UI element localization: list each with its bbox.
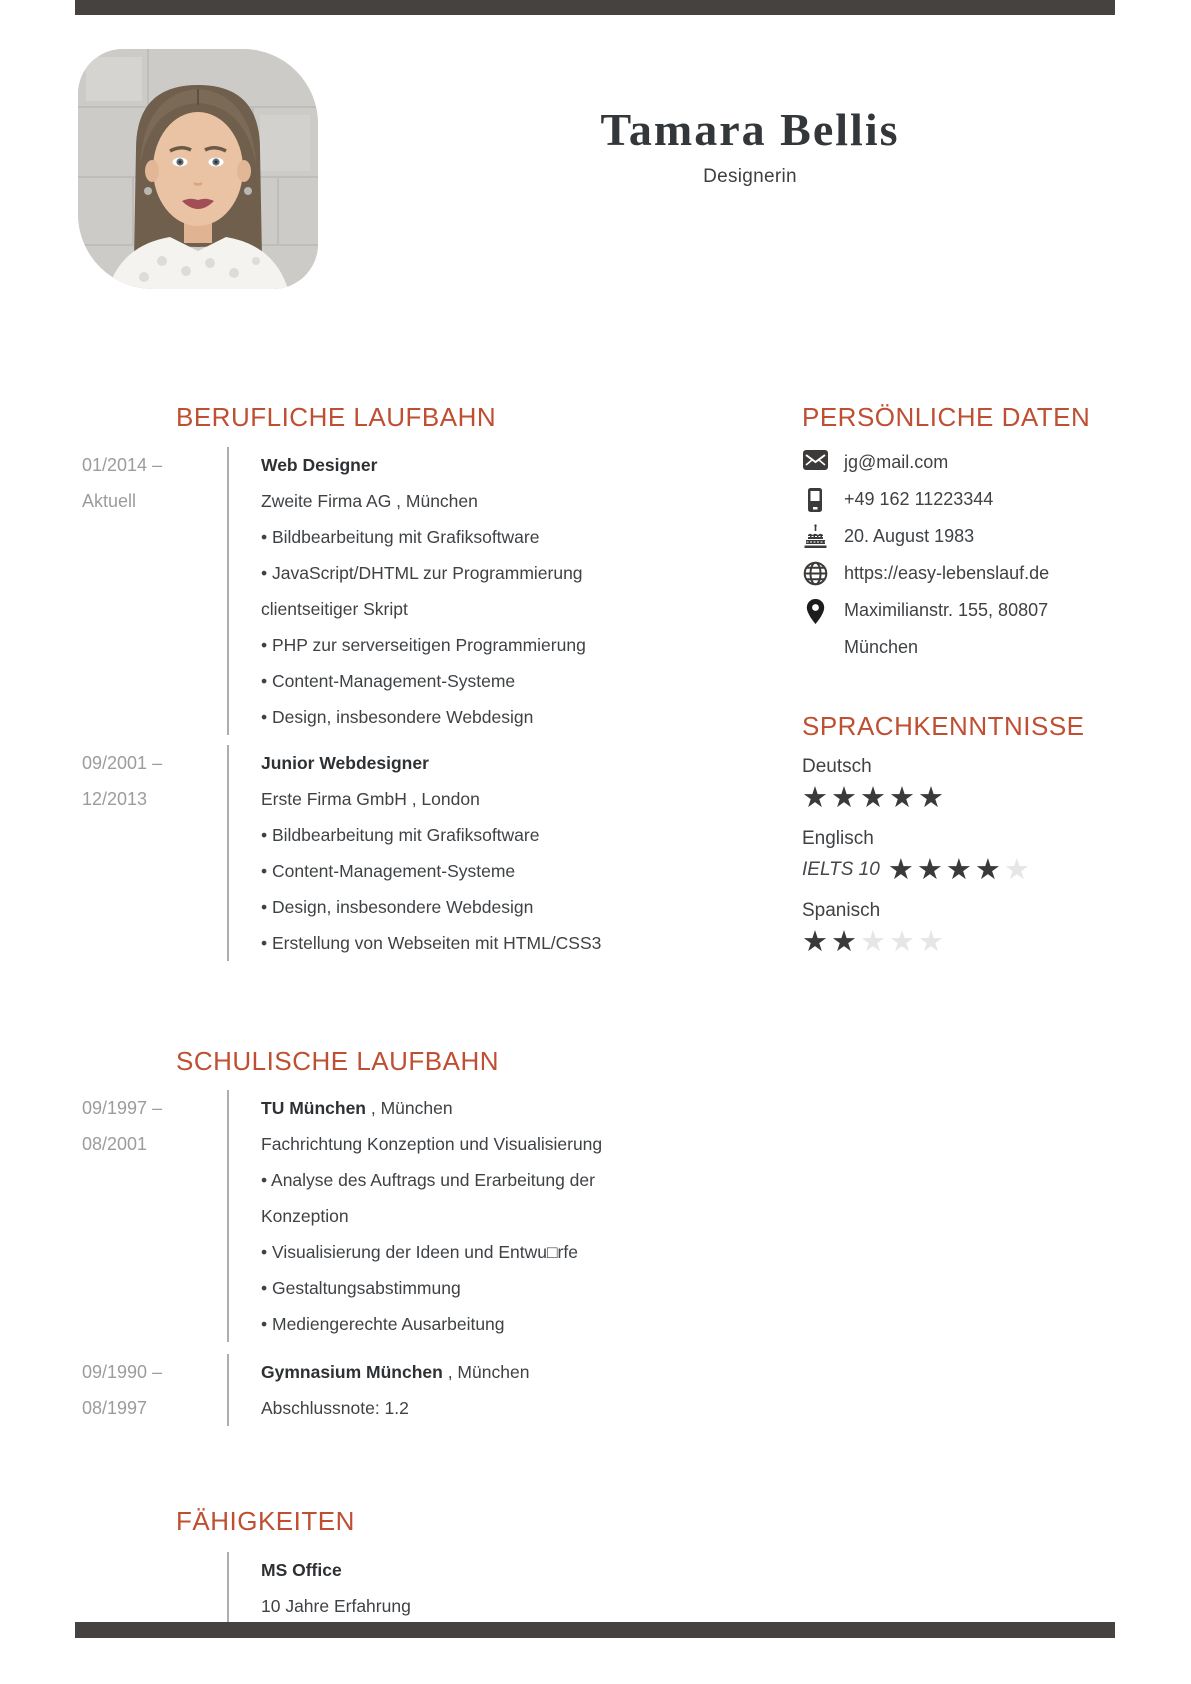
language-name: Spanisch	[802, 900, 881, 921]
language-item	[802, 896, 1132, 958]
entry-line: • Erstellung von Webseiten mit HTML/CSS3	[261, 933, 602, 953]
entry-date-line: 09/1997 –	[82, 1098, 163, 1118]
star-filled-icon: ★	[974, 854, 1004, 886]
entry-date-line: 08/2001	[82, 1134, 148, 1154]
email-icon	[803, 450, 828, 470]
contact-value: https://easy-lebenslauf.de	[844, 563, 1050, 583]
timeline-entry	[82, 745, 601, 961]
contact-value-line: München	[844, 637, 919, 657]
profile-photo	[78, 49, 318, 289]
entry-line: • Content-Management-Systeme	[261, 671, 516, 691]
entry-line: 10 Jahre Erfahrung	[261, 1596, 411, 1616]
contact-item-phone	[803, 481, 1143, 518]
entry-line: Erste Firma GmbH , London	[261, 789, 480, 809]
entry-title-suffix: , München	[442, 1362, 530, 1382]
contact-item-email	[803, 444, 1143, 481]
contact-value-line: Maximilianstr. 155, 80807	[844, 600, 1049, 620]
header	[550, 104, 950, 188]
entry-line: Abschlussnote: 1.2	[261, 1398, 409, 1418]
contact-item-address	[803, 592, 1143, 666]
language-name: Deutsch	[802, 756, 872, 777]
section-title-skills: FÄHIGKEITEN	[176, 1506, 355, 1536]
entry-content	[227, 1552, 411, 1624]
star-empty-icon: ★	[1003, 854, 1033, 886]
entry-title: MS Office	[261, 1560, 342, 1580]
language-note: IELTS 10	[802, 859, 880, 880]
person-role: Designerin	[703, 166, 797, 187]
entry-title-line	[261, 745, 601, 781]
entry-dates	[82, 1354, 227, 1426]
portrait-illustration	[78, 49, 318, 289]
entry-line: • Mediengerechte Ausarbeitung	[261, 1314, 505, 1334]
entry-dates	[82, 1552, 227, 1624]
language-item	[802, 752, 1132, 814]
entry-line: • PHP zur serverseitigen Programmierung	[261, 635, 586, 655]
star-filled-icon: ★	[831, 926, 860, 958]
entry-line: Fachrichtung Konzeption und Visualisierung	[261, 1134, 603, 1154]
section-title-education: SCHULISCHE LAUFBAHN	[176, 1046, 500, 1076]
star-filled-icon: ★	[945, 854, 975, 886]
language-rating	[802, 782, 1132, 814]
entry-line: • Analyse des Auftrags und Erarbeitung der	[261, 1170, 595, 1190]
entry-line: • Bildbearbeitung mit Grafiksoftware	[261, 527, 540, 547]
star-filled-icon: ★	[889, 782, 918, 814]
entry-line: • Bildbearbeitung mit Grafiksoftware	[261, 825, 540, 845]
entry-title-line	[261, 1552, 411, 1588]
section-title-personal: PERSÖNLICHE DATEN	[802, 402, 1091, 432]
entry-content	[227, 745, 601, 961]
timeline-entry	[82, 1552, 411, 1624]
entry-content	[227, 1354, 529, 1426]
star-filled-icon: ★	[887, 854, 917, 886]
timeline-entry	[82, 1090, 602, 1342]
entry-line: • Content-Management-Systeme	[261, 861, 516, 881]
globe-icon	[803, 561, 828, 586]
contact-value: jg@mail.com	[844, 452, 949, 472]
star-filled-icon: ★	[831, 782, 860, 814]
birthday-cake-icon	[803, 524, 828, 550]
bottom-bar	[75, 1622, 1115, 1638]
contact-item-birthday	[803, 518, 1143, 555]
entry-date-line: Aktuell	[82, 491, 137, 511]
language-name: Englisch	[802, 828, 874, 849]
entry-dates	[82, 745, 227, 961]
entry-line: • Gestaltungsabstimmung	[261, 1278, 461, 1298]
timeline-entry	[82, 1354, 529, 1426]
star-filled-icon: ★	[860, 782, 889, 814]
entry-title-line	[261, 1090, 602, 1126]
star-filled-icon: ★	[916, 854, 946, 886]
star-empty-icon: ★	[889, 926, 918, 958]
contact-value: 20. August 1983	[844, 526, 975, 546]
contact-item-website	[803, 555, 1143, 592]
entry-content	[227, 447, 586, 735]
entry-line: • Design, insbesondere Webdesign	[261, 707, 534, 727]
timeline-entry	[82, 447, 586, 735]
star-filled-icon: ★	[802, 782, 831, 814]
entry-title-line	[261, 447, 586, 483]
star-filled-icon: ★	[918, 782, 947, 814]
section-title-career: BERUFLICHE LAUFBAHN	[176, 402, 497, 432]
entry-title: Web Designer	[261, 455, 378, 475]
language-item	[802, 824, 1132, 886]
entry-content	[227, 1090, 602, 1342]
entry-title: TU München	[261, 1098, 366, 1118]
language-rating	[802, 926, 1132, 958]
entry-title-line	[261, 1354, 529, 1390]
entry-line: clientseitiger Skript	[261, 599, 408, 619]
location-pin-icon	[803, 598, 828, 626]
entry-line: • Visualisierung der Ideen und Entwu□rfe	[261, 1242, 578, 1262]
section-title-languages: SPRACHKENNTNISSE	[802, 711, 1085, 741]
entry-line: Zweite Firma AG , München	[261, 491, 478, 511]
entry-date-line: 08/1997	[82, 1398, 148, 1418]
contact-value: +49 162 11223344	[844, 489, 994, 509]
entry-line: • Design, insbesondere Webdesign	[261, 897, 534, 917]
mobile-phone-icon	[803, 487, 828, 513]
entry-dates	[82, 1090, 227, 1342]
entry-date-line: 01/2014 –	[82, 455, 163, 475]
star-empty-icon: ★	[918, 926, 947, 958]
contact-value	[844, 592, 1048, 666]
languages-list	[802, 752, 1132, 968]
personal-data-list	[803, 444, 1143, 666]
entry-dates	[82, 447, 227, 735]
entry-title: Junior Webdesigner	[261, 753, 429, 773]
entry-date-line: 09/2001 –	[82, 753, 163, 773]
star-empty-icon: ★	[860, 926, 889, 958]
language-stars	[888, 854, 1033, 886]
star-filled-icon: ★	[802, 926, 831, 958]
entry-line: Konzeption	[261, 1206, 349, 1226]
top-bar	[75, 0, 1115, 15]
entry-date-line: 09/1990 –	[82, 1362, 163, 1382]
entry-title-suffix: , München	[366, 1098, 453, 1118]
entry-line: • JavaScript/DHTML zur Programmierung	[261, 563, 583, 583]
entry-title: Gymnasium München	[261, 1362, 443, 1382]
person-name: Tamara Bellis	[600, 104, 900, 155]
language-rating	[802, 854, 1132, 886]
entry-date-line: 12/2013	[82, 789, 148, 809]
